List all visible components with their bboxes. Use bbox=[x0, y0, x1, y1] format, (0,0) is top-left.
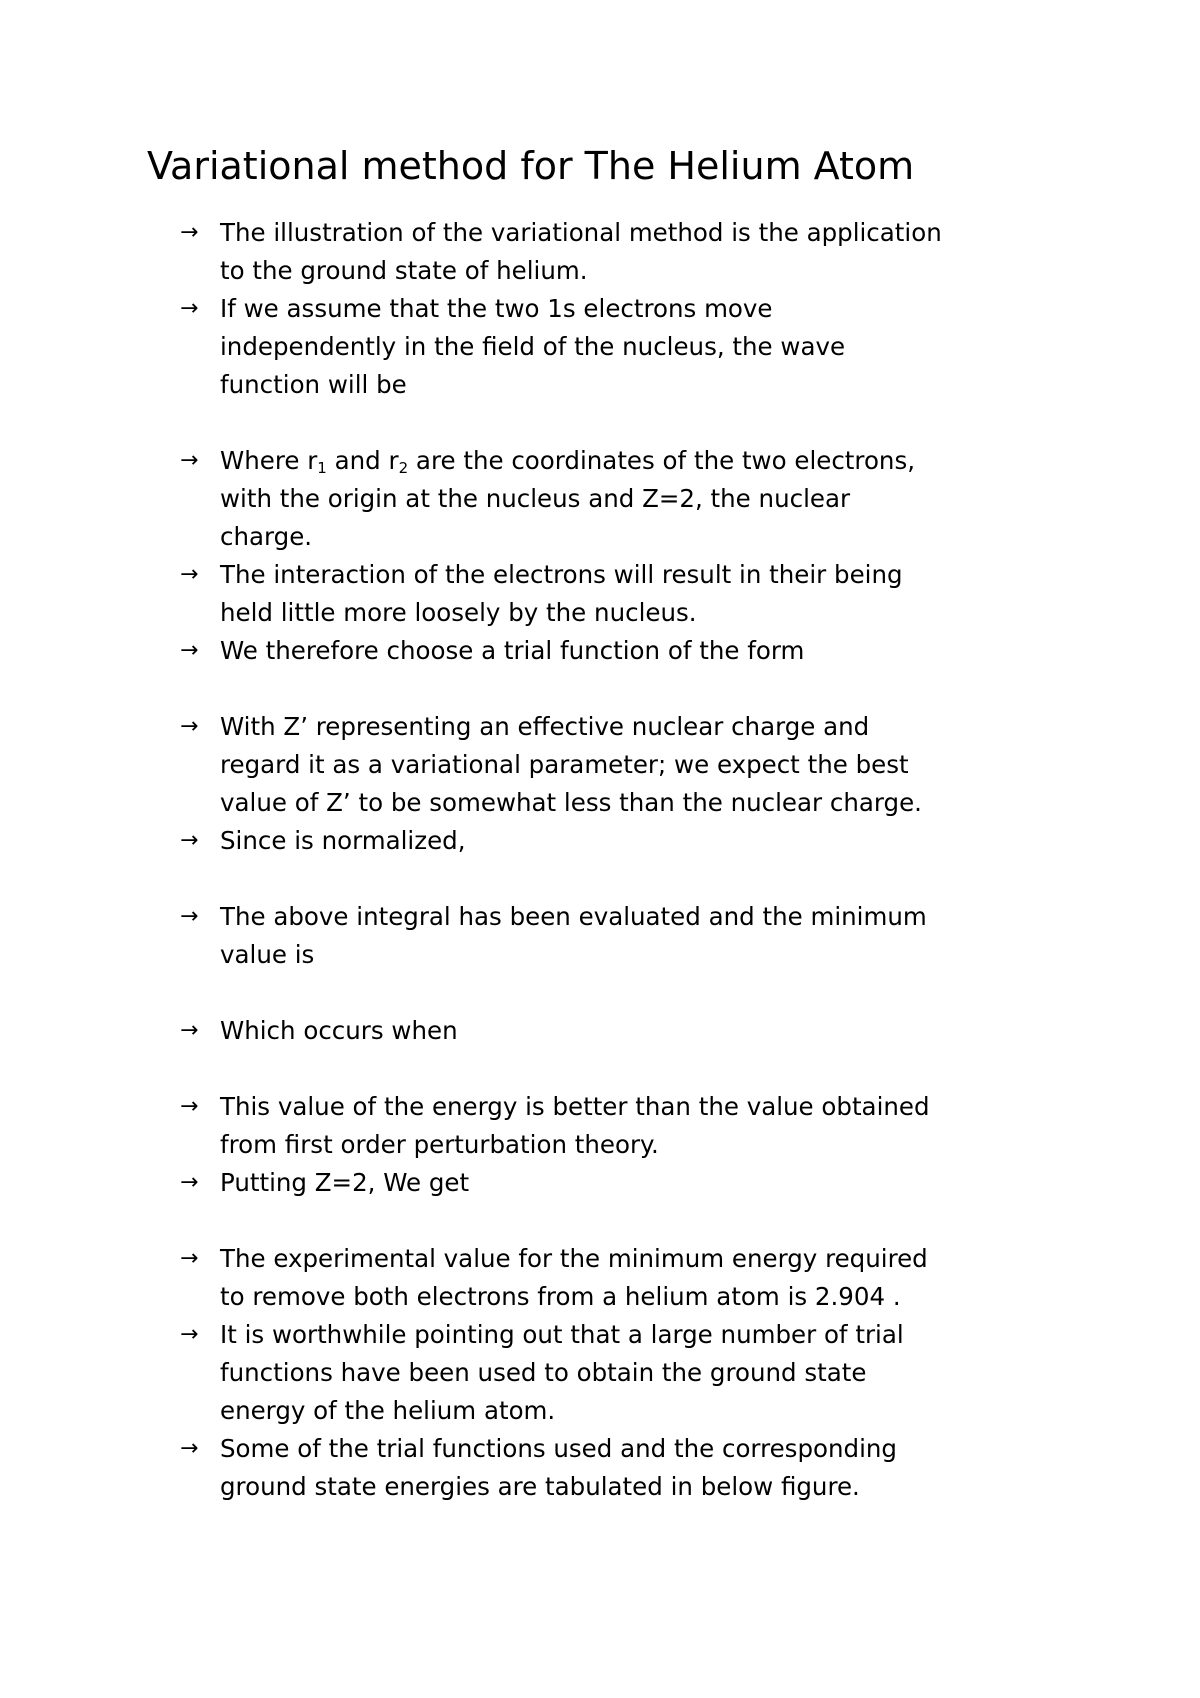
item-text-line: independently in the field of the nucleus, the wave bbox=[220, 332, 846, 361]
item-text-line: Some of the trial functions used and the corresponding bbox=[220, 1434, 897, 1463]
list-item-electron-interaction bbox=[180, 556, 1080, 632]
item-text-line: It is worthwhile pointing out that a large number of trial bbox=[220, 1320, 904, 1349]
item-text-line: functions have been used to obtain the ground state bbox=[220, 1358, 867, 1387]
text-segment: and r bbox=[326, 446, 399, 475]
list-item-trial-functions-used bbox=[180, 1316, 1080, 1430]
item-text-line: Which occurs when bbox=[220, 1016, 458, 1045]
item-text-line: held little more loosely by the nucleus. bbox=[220, 598, 697, 627]
list-item-ground-state-illustration bbox=[180, 214, 1080, 290]
list-item-tabulated bbox=[180, 1430, 1080, 1506]
subscript: 1 bbox=[317, 459, 327, 477]
subscript: 2 bbox=[398, 459, 409, 477]
arrow-icon: → bbox=[180, 904, 199, 929]
arrow-icon: → bbox=[180, 448, 199, 473]
item-text-line: Since is normalized, bbox=[220, 826, 466, 855]
item-text-line: The interaction of the electrons will result in their being bbox=[220, 560, 903, 589]
item-text-line: charge. bbox=[220, 522, 313, 551]
arrow-icon: → bbox=[180, 638, 199, 663]
arrow-icon: → bbox=[180, 296, 199, 321]
list-item-effective-charge bbox=[180, 708, 1080, 822]
item-text-line: to remove both electrons from a helium atom is 2.904 . bbox=[220, 1282, 901, 1311]
arrow-icon: → bbox=[180, 220, 199, 245]
arrow-icon: → bbox=[180, 1436, 199, 1461]
list-item-trial-function bbox=[180, 632, 1080, 670]
item-text-line: energy of the helium atom. bbox=[220, 1396, 556, 1425]
arrow-icon: → bbox=[180, 1170, 199, 1195]
item-text-line: The experimental value for the minimum energy required bbox=[220, 1244, 928, 1273]
list-item-putting-z bbox=[180, 1164, 1080, 1202]
item-text-line: We therefore choose a trial function of the form bbox=[220, 636, 805, 665]
item-text-line: from first order perturbation theory. bbox=[220, 1130, 659, 1159]
page-title: Variational method for The Helium Atom bbox=[147, 144, 915, 188]
text-segment: are the coordinates of the two electrons, bbox=[408, 446, 916, 475]
item-text-line: value of Z’ to be somewhat less than the nuclear charge. bbox=[220, 788, 922, 817]
list-item-normalized bbox=[180, 822, 1080, 860]
item-text-line bbox=[220, 442, 1080, 480]
item-text-line: value is bbox=[220, 940, 315, 969]
text-segment: Where r bbox=[220, 446, 318, 475]
item-text-line: ground state energies are tabulated in below figure. bbox=[220, 1472, 860, 1501]
item-text-line: regard it as a variational parameter; we expect the best bbox=[220, 750, 909, 779]
item-text-line: This value of the energy is better than the value obtained bbox=[220, 1092, 930, 1121]
item-text-line: with the origin at the nucleus and Z=2, the nuclear bbox=[220, 484, 851, 513]
item-text-line: With Z’ representing an effective nuclear charge and bbox=[220, 712, 870, 741]
item-text-line: The illustration of the variational method is the application bbox=[220, 218, 942, 247]
arrow-icon: → bbox=[180, 1322, 199, 1347]
list-item-independent-electrons bbox=[180, 290, 1080, 404]
list-item-minimum-value bbox=[180, 898, 1080, 974]
arrow-icon: → bbox=[180, 1094, 199, 1119]
arrow-icon: → bbox=[180, 1018, 199, 1043]
list-item-occurs-when bbox=[180, 1012, 1080, 1050]
item-text-line: The above integral has been evaluated and the minimum bbox=[220, 902, 927, 931]
arrow-icon: → bbox=[180, 714, 199, 739]
item-text-line: If we assume that the two 1s electrons move bbox=[220, 294, 773, 323]
list-item-energy-comparison bbox=[180, 1088, 1080, 1164]
arrow-icon: → bbox=[180, 562, 199, 587]
item-text-line: Putting Z=2, We get bbox=[220, 1168, 470, 1197]
arrow-icon: → bbox=[180, 828, 199, 853]
item-text-line: to the ground state of helium. bbox=[220, 256, 588, 285]
arrow-icon: → bbox=[180, 1246, 199, 1271]
list-item-coordinates bbox=[180, 442, 1080, 556]
item-text-line: function will be bbox=[220, 370, 407, 399]
list-item-experimental-value bbox=[180, 1240, 1080, 1316]
